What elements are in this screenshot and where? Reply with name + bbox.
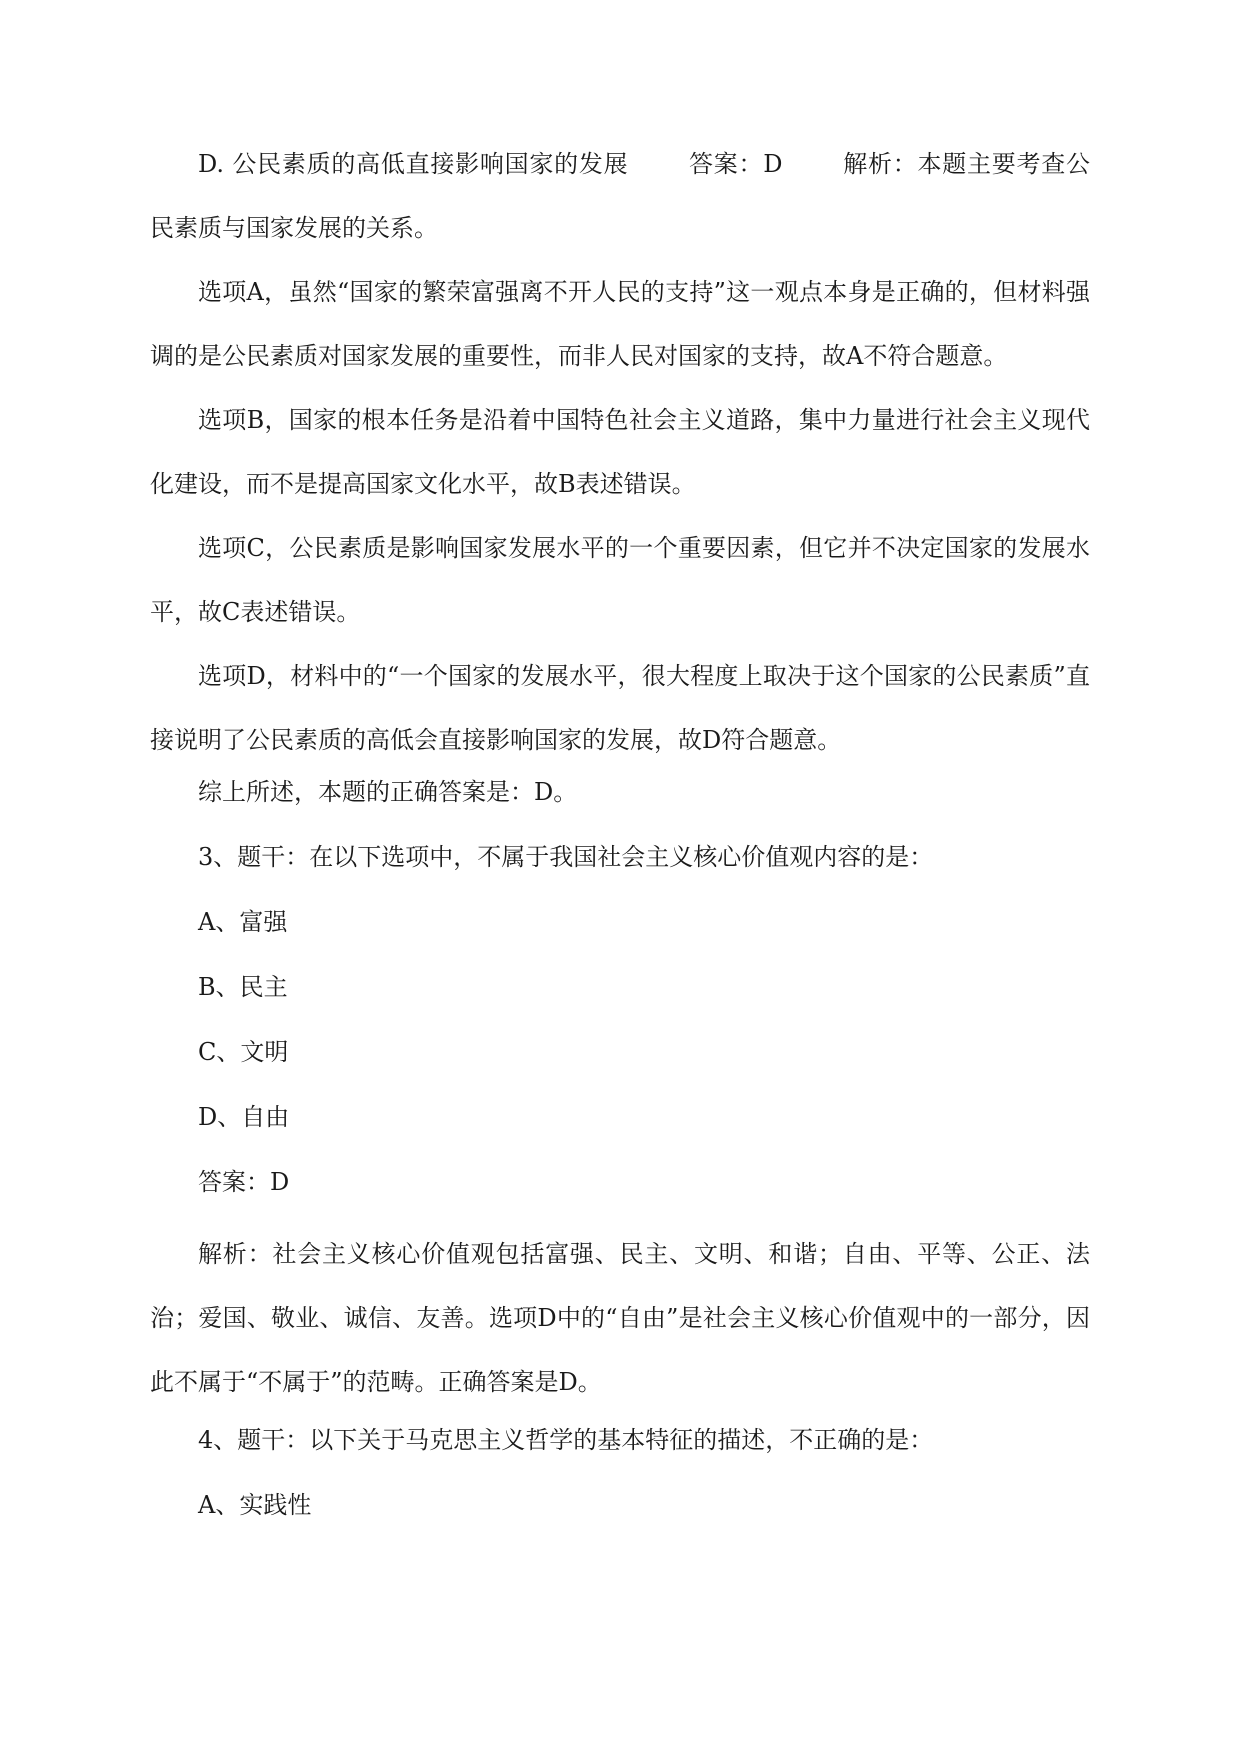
paragraph-option-d-analysis: [150, 132, 1090, 260]
question-3-answer: 答案：D: [198, 1168, 290, 1196]
question-4-stem: 4、题干：以下关于马克思主义哲学的基本特征的描述，不正确的是：: [198, 1426, 934, 1454]
question-4-option-a: A、实践性: [198, 1491, 312, 1519]
paragraph-option-a: 选项A，虽然“国家的繁荣富强离不开人民的支持”这一观点本身是正确的，但材料强调的是公民素质对国家发展的重要性，而非人民对国家的支持，故A不符合题意。: [150, 278, 1090, 370]
paragraph-option-b: 选项B，国家的根本任务是沿着中国特色社会主义道路，集中力量进行社会主义现代化建设，而不是提高国家文化水平，故B表述错误。: [150, 406, 1090, 498]
option-d-text: D. 公民素质的高低直接影响国家的发展: [198, 150, 629, 178]
summary-line: 综上所述，本题的正确答案是：D。: [198, 778, 578, 806]
question-3-option-b: B、民主: [198, 973, 288, 1001]
paragraph-option-d: 选项D，材料中的“一个国家的发展水平，很大程度上取决于这个国家的公民素质”直接说明了公民素质的高低会直接影响国家的发展，故D符合题意。: [150, 662, 1090, 754]
analysis-cont: 民素质与国家发展的关系。: [150, 214, 438, 242]
question-3-option-c: C、文明: [198, 1038, 289, 1066]
question-3-analysis: 解析：社会主义核心价值观包括富强、民主、文明、和谐；自由、平等、公正、法治；爱国、敬业、诚信、友善。选项D中的“自由”是社会主义核心价值观中的一部分，因此不属于“不属于”的范畴。正确答案是D。: [150, 1240, 1090, 1396]
question-3-option-a: A、富强: [198, 908, 288, 936]
analysis-start: 解析：本题主要考查公: [842, 150, 1090, 178]
question-3-stem: 3、题干：在以下选项中，不属于我国社会主义核心价值观内容的是：: [198, 843, 934, 871]
answer-label: 答案：D: [688, 150, 783, 178]
question-3-option-d: D、自由: [198, 1103, 290, 1131]
paragraph-option-c: 选项C，公民素质是影响国家发展水平的一个重要因素，但它并不决定国家的发展水平，故C表述错误。: [150, 534, 1090, 626]
